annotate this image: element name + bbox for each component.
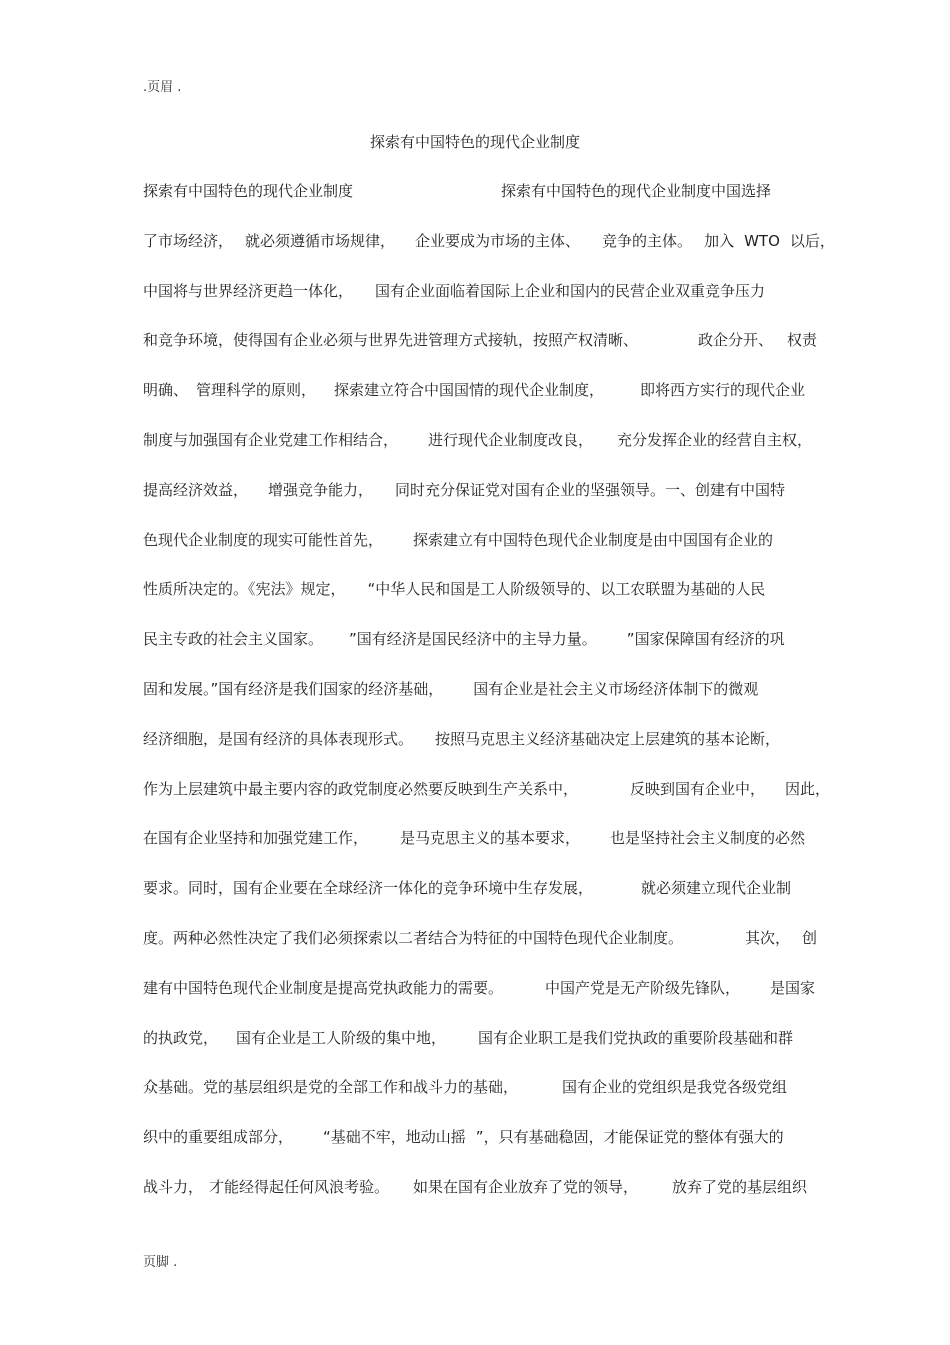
page-footer: 页脚 . [143,1255,178,1270]
text-segment: 充分发挥企业的经营自主权， [617,430,813,449]
text-segment: 也是坚持社会主义制度的必然 [610,829,806,848]
body-line [143,181,808,231]
text-segment: 探索建立符合中国国情的现代企业制度， [334,381,605,400]
body-line [143,380,808,430]
body-line [143,1177,808,1227]
text-segment: 国有企业是工人阶级的集中地， [236,1028,447,1047]
text-segment: 度。两种必然性决定了我们必须探索以二者结合为特征的中国特色现代企业制度。 [143,928,684,947]
body-line [143,579,808,629]
text-segment: 经济细胞，是国有经济的具体表现形式。 [143,729,414,748]
text-segment: 国有企业是社会主义市场经济体制下的微观 [473,679,759,698]
text-segment: 政企分开、 [698,331,774,350]
text-segment: 因此， [785,779,831,798]
body-line [143,779,831,829]
body-line [143,679,808,729]
text-segment: 创 [802,928,818,947]
text-segment: 国有企业的党组织是我党各级党组 [562,1078,788,1097]
body-line [143,1127,808,1177]
text-segment: 战斗力， [143,1177,204,1196]
text-segment: 进行现代企业制度改良， [428,430,594,449]
text-segment: 是马克思主义的基本要求， [400,829,581,848]
text-segment: 竞争的主体。 [602,231,693,250]
text-segment: 增强竞争能力， [268,480,374,499]
text-segment: 是国家 [770,978,816,997]
text-segment: 中国将与世界经济更趋一体化， [143,281,354,300]
body-line [143,330,818,380]
text-segment: 建有中国特色现代企业制度是提高党执政能力的需要。 [143,978,504,997]
body-line [143,978,816,1028]
body-line [143,430,813,480]
text-segment: 国有企业面临着国际上企业和国内的民营企业双重竞争压力 [375,281,766,300]
body-line [143,928,818,978]
body-line [143,1028,808,1078]
text-segment: 国有企业职工是我们党执政的重要阶段基础和群 [478,1028,794,1047]
text-segment: 其次， [745,928,791,947]
text-segment: ”国家保障国有经济的巩 [626,630,785,649]
body-line [143,828,808,878]
text-segment: 即将西方实行的现代企业 [640,381,806,400]
text-segment: 就必须建立现代企业制 [641,879,792,898]
text-segment: 了市场经济， [143,231,234,250]
text-segment: 色现代企业制度的现实可能性首先， [143,530,384,549]
body-line [143,530,808,580]
text-segment: 放弃了党的基层组织 [672,1177,808,1196]
text-segment: 探索有中国特色的现代企业制度 [143,182,354,200]
text-segment: ”国有经济是国民经济中的主导力量。 [349,630,597,649]
text-segment: “基础不牢，地动山摇 [323,1128,466,1147]
body-line [143,878,808,928]
text-segment: 的执政党， [143,1028,219,1047]
text-segment: 制度与加强国有企业党建工作相结合， [143,430,399,449]
text-segment: 以后， [789,231,835,250]
text-segment: 按照马克思主义经济基础决定上层建筑的基本论断， [435,729,781,748]
text-segment: 固和发展。”国有经济是我们国家的经济基础， [143,679,444,698]
text-segment: 要求。同时，国有企业要在全球经济一体化的竞争环境中生存发展， [143,879,594,898]
text-segment: 织中的重要组成部分， [143,1128,294,1147]
text-segment: 明确、 [143,381,189,400]
body-line [143,231,835,281]
text-segment: 权责 [787,331,818,350]
text-segment: 才能经得起任何风浪考验。 [209,1177,390,1196]
text-segment: “中华人民和国是工人阶级领导的、以工农联盟为基础的人民 [367,580,766,599]
document-body [143,181,835,1227]
text-segment: 提高经济效益， [143,480,249,499]
text-segment: 在国有企业坚持和加强党建工作， [143,829,369,848]
text-segment: 作为上层建筑中最主要内容的政党制度必然要反映到生产关系中， [143,779,579,798]
text-segment: ”，只有基础稳固，才能保证党的整体有强大的 [475,1128,784,1147]
text-segment: 探索有中国特色的现代企业制度中国选择 [501,182,772,200]
text-segment: 众基础。党的基层组织是党的全部工作和战斗力的基础， [143,1078,519,1097]
text-segment: 反映到国有企业中， [630,779,766,798]
text-segment: 企业要成为市场的主体、 [415,231,581,250]
text-segment: 加入 [704,231,735,250]
text-segment: 民主专政的社会主义国家。 [143,630,324,649]
text-segment: 同时充分保证党对国有企业的坚强领导。一、创建有中国特 [395,480,786,499]
text-segment: 管理科学的原则， [196,381,317,400]
text-segment: 如果在国有企业放弃了党的领导， [413,1177,639,1196]
text-segment: 探索建立有中国特色现代企业制度是由中国国有企业的 [413,530,774,549]
text-segment: 和竞争环境，使得国有企业必须与世界先进管理方式接轨，按照产权清晰、 [143,331,639,350]
body-line [143,480,808,530]
text-segment: WTO [744,231,780,250]
text-segment: 中国产党是无产阶级先锋队， [545,978,741,997]
page-header: .页眉 . [143,80,182,95]
document-title: 探索有中国特色的现代企业制度 [369,133,580,151]
text-segment: 就必须遵循市场规律， [245,231,396,250]
body-line [143,629,808,679]
body-line [143,1077,808,1127]
body-line [143,281,808,331]
body-line [143,729,808,779]
text-segment: 性质所决定的。《宪法》规定， [143,580,346,599]
